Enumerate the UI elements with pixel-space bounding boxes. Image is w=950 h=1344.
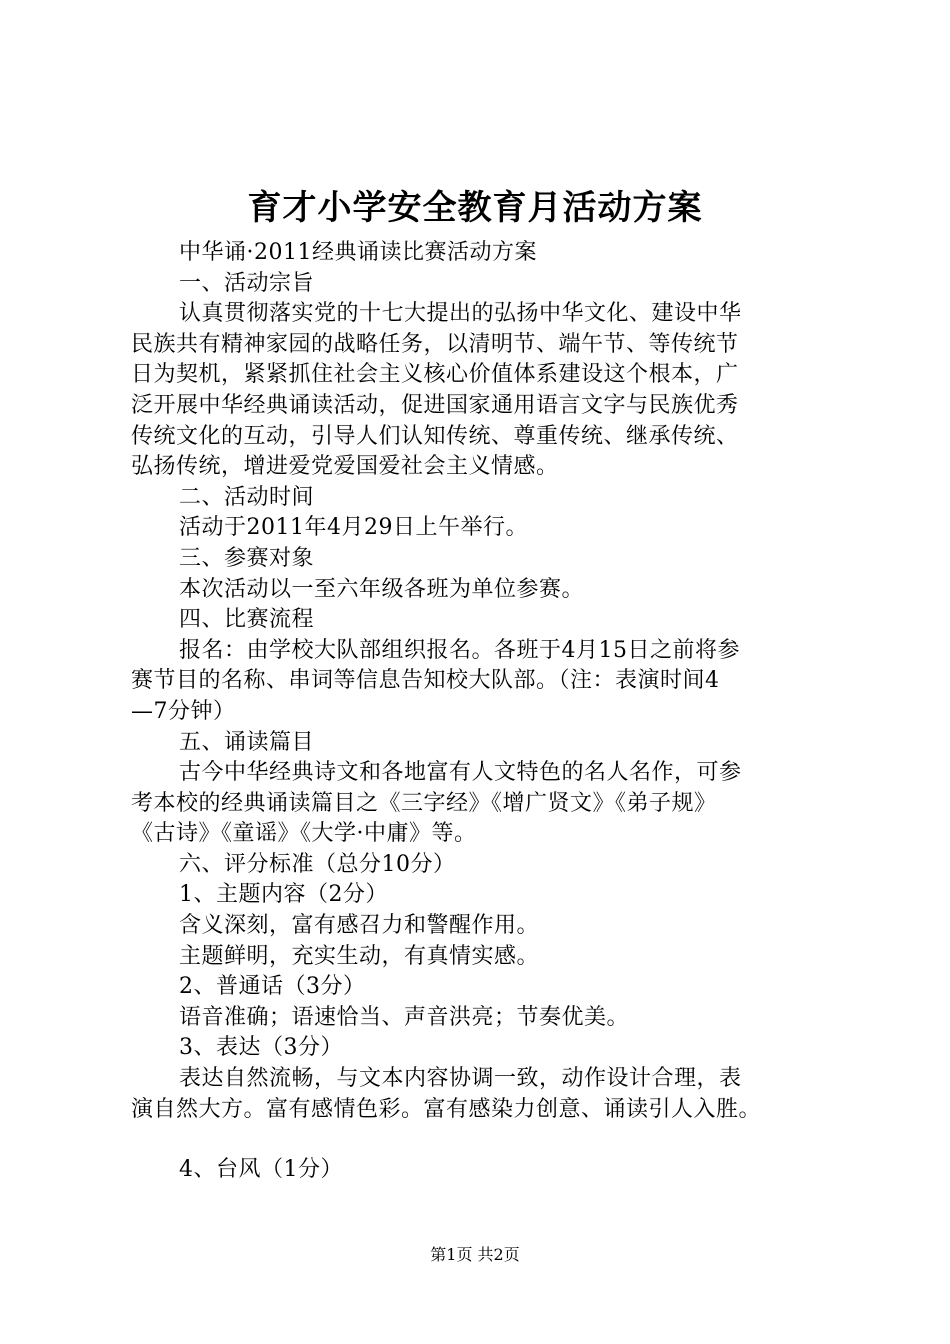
paragraph-line: 泛开展中华经典诵读活动，促进国家通用语言文字与民族优秀: [131, 392, 739, 418]
document-body: [131, 238, 841, 1186]
paragraph-line: 报名：由学校大队部组织报名。各班于4月15日之前将参: [179, 637, 740, 663]
page-footer: 第1页 共2页: [430, 1245, 520, 1264]
paragraph-line: 《古诗》《童谣》《大学·中庸》等。: [131, 821, 477, 847]
sub-heading: 4、台风（1分）: [179, 1157, 343, 1183]
paragraph-line: —7分钟）: [131, 698, 236, 724]
sub-heading: 2、普通话（3分）: [179, 974, 366, 1000]
paragraph-line: 演自然大方。富有感情色彩。富有感染力创意、诵读引人入胜。: [131, 1096, 762, 1122]
paragraph-gap: [131, 1125, 841, 1155]
paragraph-line: 活动于2011年4月29日上午举行。: [179, 515, 528, 541]
paragraph-line: 传统文化的互动，引导人们认知传统、尊重传统、继承传统、: [131, 423, 739, 449]
section-heading: 五、诵读篇目: [179, 729, 315, 755]
paragraph-line: 本次活动以一至六年级各班为单位参赛。: [179, 576, 585, 602]
paragraph-line: 主题鲜明，充实生动，有真情实感。: [179, 943, 540, 969]
paragraph-line: 赛节目的名称、串词等信息告知校大队部。（注：表演时间4: [131, 668, 720, 694]
section-heading: 一、活动宗旨: [179, 270, 315, 296]
section-heading: 三、参赛对象: [179, 545, 315, 571]
paragraph-line: 弘扬传统，增进爱党爱国爱社会主义情感。: [131, 454, 559, 480]
paragraph-line: 民族共有精神家园的战略任务，以清明节、端午节、等传统节: [131, 331, 739, 357]
paragraph-line: 考本校的经典诵读篇目之《三字经》《增广贤文》《弟子规》: [131, 790, 717, 816]
sub-heading: 3、表达（3分）: [179, 1035, 343, 1061]
paragraph-line: 语音准确；语速恰当、声音洪亮；节奏优美。: [179, 1004, 630, 1030]
sub-heading: 1、主题内容（2分）: [179, 882, 388, 908]
section-heading: 二、活动时间: [179, 484, 315, 510]
document-title: 育才小学安全教育月活动方案: [247, 188, 703, 228]
paragraph-line: 认真贯彻落实党的十七大提出的弘扬中华文化、建设中华: [179, 301, 742, 327]
section-heading: 四、比赛流程: [179, 607, 315, 633]
section-heading: 六、评分标准（总分10分）: [179, 851, 456, 877]
paragraph-line: 中华诵·2011经典诵读比赛活动方案: [179, 240, 537, 265]
paragraph-line: 古今中华经典诗文和各地富有人文特色的名人名作，可参: [179, 760, 742, 786]
paragraph-line: 含义深刻，富有感召力和警醒作用。: [179, 913, 540, 939]
paragraph-line: 表达自然流畅，与文本内容协调一致，动作设计合理，表: [179, 1066, 742, 1092]
paragraph-line: 日为契机，紧紧抓住社会主义核心价值体系建设这个根本，广: [131, 362, 739, 388]
